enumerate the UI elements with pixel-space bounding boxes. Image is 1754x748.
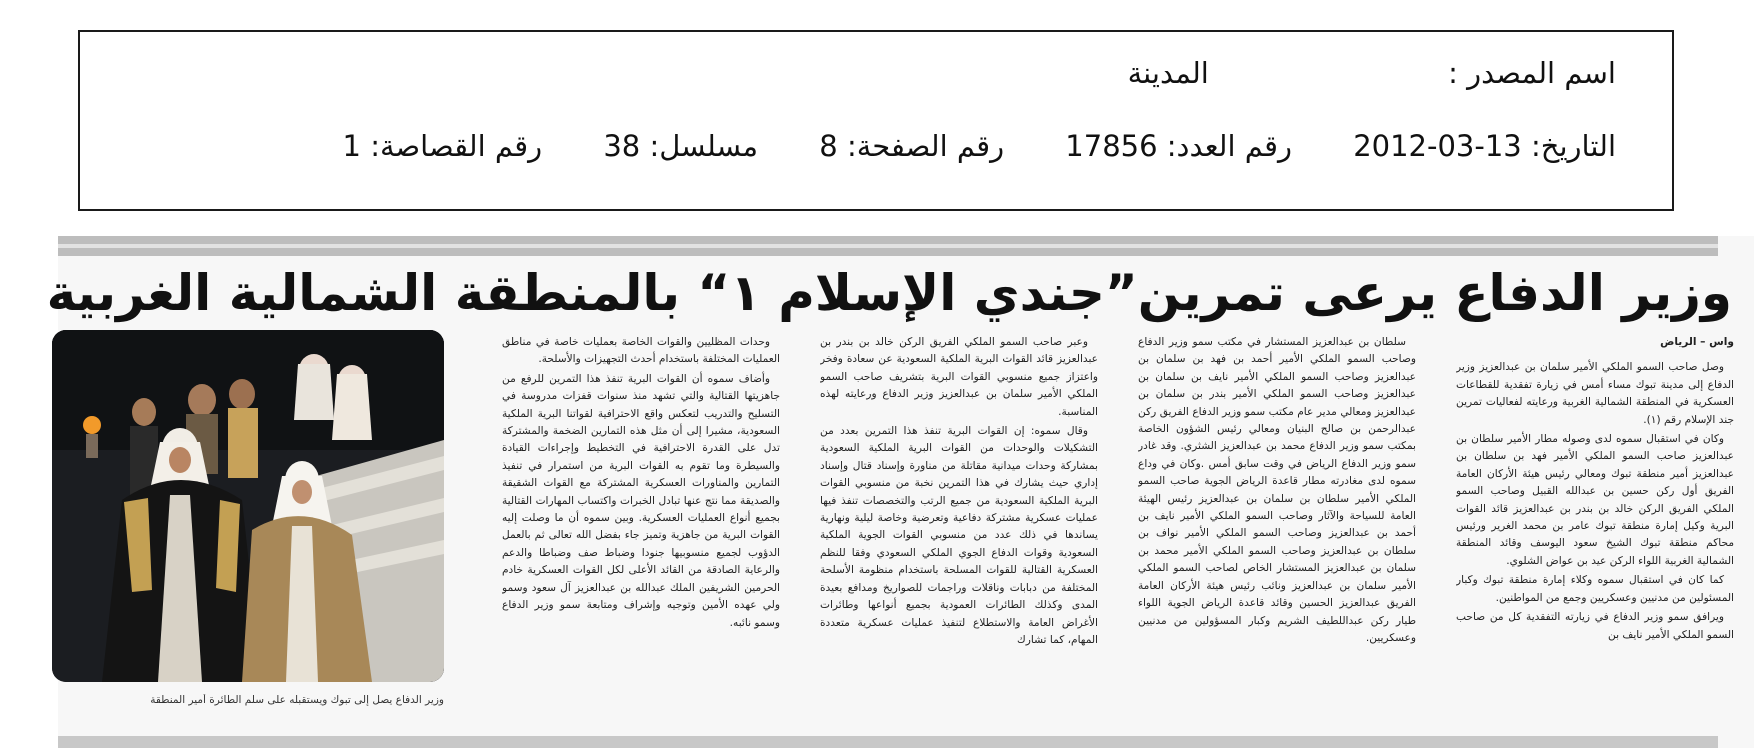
- issue-value: 17856: [1065, 129, 1158, 163]
- paragraph: كما كان في استقبال سموه وكلاء إمارة منطقة تبوك وكبار المسئولين من مدنيين وعسكريين وجمع من المواطنين.: [1456, 574, 1734, 604]
- paragraph: وقال سموه: إن القوات البرية تنفذ هذا التمرين بعدد من التشكيلات والوحدات من القوات البرية الملكية السعودية بمشاركة وحدات ميدانية مقاتلة من مناورة وإسناد قتال وإسناد إداري حيث يشارك في هذا التمرين نخبة من منسوبي القوات البرية الملكية السعودية من جميع الرتب والتخصصات تنفذ فيها عمليات عسكرية مشتركة دفاعية وتعرضية وخاصة ليلية ونهارية يساندها في ذلك عدد من منسوبي القوات الجوية الملكية السعودية وقوات الدفاع الجوي الملكي السعودي وفقا للنظم العسكرية القتالية للقوات المسلحة باستخدام منظومة الأسلحة المختلفة من دبابات وناقلات وراجمات للصواريخ ومدافع بعيدة المدى وكذلك الطائرات العمودية بجميع أنواعها وطائرات الأغراض العامة والاستطلاع لتنفيذ عمليات عسكرية متعددة المهام، كما تشارك: [820, 425, 1098, 646]
- details-row: [343, 129, 1616, 163]
- source-value: المدينة: [1127, 56, 1209, 90]
- top-band: [58, 236, 1718, 256]
- date-label: التاريخ:: [1530, 129, 1616, 163]
- clip-field: [343, 129, 543, 163]
- paragraph: ويرافق سمو وزير الدفاع في زيارته التفقدية كل من صاحب السمو الملكي الأمير نايف بن: [1456, 611, 1734, 641]
- serial-label: مسلسل:: [649, 129, 759, 163]
- paragraph: وحدات المظليين والقوات الخاصة بعمليات خاصة في مناطق العمليات المختلفة باستخدام أحدث التجهيزات والأسلحة.: [502, 336, 780, 366]
- article-column-2: [1138, 334, 1416, 714]
- clip-label: رقم القصاصة:: [370, 129, 543, 163]
- source-label: اسم المصدر :: [1448, 56, 1616, 90]
- article-column-4: [502, 334, 780, 714]
- paragraph: وعبر صاحب السمو الملكي الفريق الركن خالد بن بندر بن عبدالعزيز قائد القوات البرية الملكية السعودية عن سعادة وفخر واعتزاز جميع منسوبي القوات البرية بتشريف صاحب السمو الملكي الأمير سلمان بن عبدالعزيز وزير الدفاع ورعايته لهذه المناسبة.: [820, 336, 1098, 418]
- newspaper-clipping: [46, 236, 1754, 748]
- date-field: [1353, 129, 1616, 163]
- issue-field: [1065, 129, 1292, 163]
- page-label: رقم الصفحة:: [846, 129, 1005, 163]
- serial-value: 38: [603, 129, 641, 163]
- article-dateline: واس – الرياض: [1660, 336, 1734, 348]
- article-column-3: [820, 334, 1098, 714]
- issue-label: رقم العدد:: [1166, 129, 1292, 163]
- paragraph: سلطان بن عبدالعزيز المستشار في مكتب سمو وزير الدفاع وصاحب السمو الملكي الأمير أحمد بن فهد بن سلمان بن عبدالعزيز وصاحب السمو الملكي الأمير نايف بن سلمان بن عبدالعزيز وصاحب السمو الملكي الأمير بندر بن سلمان بن عبدالعزيز ومعالي مدير عام مكتب سمو وزير الدفاع الفريق ركن عبدالرحمن بن صالح البنيان ومعالي رئيس الشؤون الخاصة بمكتب سمو وزير الدفاع محمد بن عبدالعزيز الشثري. وقد غادر سمو وزير الدفاع الرياض في وقت سابق أمس .وكان في وداع سموه لدى مغادرته مطار قاعدة الرياض الجوية صاحب السمو الملكي الأمير سلطان بن سلمان بن عبدالعزيز رئيس الهيئة العامة للسياحة والآثار وصاحب السمو الملكي الأمير نايف بن أحمد بن عبدالعزيز وصاحب السمو الملكي الأمير نواف بن سلطان بن عبدالعزيز وصاحب السمو الملكي الأمير محمد بن سلمان بن عبدالعزيز المستشار الخاص لصاحب السمو الملكي الأمير سلمان بن عبدالعزيز ونائب رئيس هيئة الأركان العامة الفريق عبدالعزيز الحسين وقائد قاعدة الرياض الجوية اللواء طيار ركن عبداللطيف الشريم وكبار المسؤولين من مدنيين وعسكريين.: [1138, 336, 1416, 644]
- source-row: [1128, 56, 1616, 90]
- clip-value: 1: [342, 129, 361, 163]
- source-metadata-box: [78, 30, 1674, 211]
- date-value: 2012-03-13: [1353, 129, 1522, 163]
- page-value: 8: [819, 129, 838, 163]
- serial-field: [603, 129, 758, 163]
- article-headline: وزير الدفاع يرعى تمرين”جندي الإسلام ١“ بالمنطقة الشمالية الغربية: [46, 264, 1732, 322]
- paragraph: وكان في استقبال سموه لدى وصوله مطار الأمير سلطان بن عبدالعزيز صاحب السمو الملكي الأمير فهد بن سلطان بن عبدالعزيز أمير منطقة تبوك ومعالي رئيس هيئة الأركان العامة الفريق أول ركن حسين بن عبدالله القبيل وصاحب السمو الملكي الفريق الركن خالد بن بندر بن عبدالعزيز قائد القوات البرية وكيل إمارة منطقة تبوك عامر بن محمد الغرير ورئيس محاكم منطقة تبوك الشيخ سعود اليوسف وقائد المنطقة الشمالية الغربية اللواء الركن عيد بن عواض الشلوي.: [1456, 433, 1734, 567]
- article-column-1: [1456, 334, 1734, 714]
- page-field: [819, 129, 1004, 163]
- article-photo: [52, 330, 444, 682]
- bottom-band: [58, 736, 1718, 748]
- paragraph: وصل صاحب السمو الملكي الأمير سلمان بن عبدالعزيز وزير الدفاع إلى مدينة تبوك مساء أمس في زيارة تفقدية للقطاعات العسكرية في المنطقة الشمالية الغربية ورعايته لفعاليات تمرين جند الإسلام رقم (١).: [1456, 361, 1734, 426]
- paragraph: وأضاف سموه أن القوات البرية تنفذ هذا التمرين للرفع من جاهزيتها القتالية والتي تشهد منذ سنوات قفزات مدروسة في التسليح والتدريب لتعكس واقع الاحترافية لقواتنا البرية الملكية السعودية، مشيرا إلى أن مثل هذه التمارين الضخمة والمشتركة تدل على القدرة الاحترافية في التخطيط وإجراءات القيادة والسيطرة وما تقوم به القوات البرية من استمرار في تنفيذ التمارين والمناورات العسكرية المشتركة مع القوات الشقيقة والصديقة مما نتج عنها تبادل الخبرات واكتساب المهارات القتالية بجميع أنواع العمليات العسكرية. وبين سموه أن ما وصلت إليه القوات البرية من جاهزية وتميز جاء بفضل الله تعالى ثم بالعمل الدؤوب لجميع منسوبيها جنودا وضباط صف وضباطا والدعم والرعاية الصادقة من القائد الأعلى لكل القوات العسكرية خادم الحرمين الشريفين الملك عبدالله بن عبدالعزيز آل سعود وسمو ولي عهده الأمين وتوجيه وإشراف ومتابعة سمو وزير الدفاع وسمو نائبه.: [502, 372, 780, 629]
- photo-illustration: [52, 330, 444, 682]
- photo-caption: وزير الدفاع يصل إلى تبوك ويستقبله على سلم الطائرة أمير المنطقة: [150, 694, 444, 706]
